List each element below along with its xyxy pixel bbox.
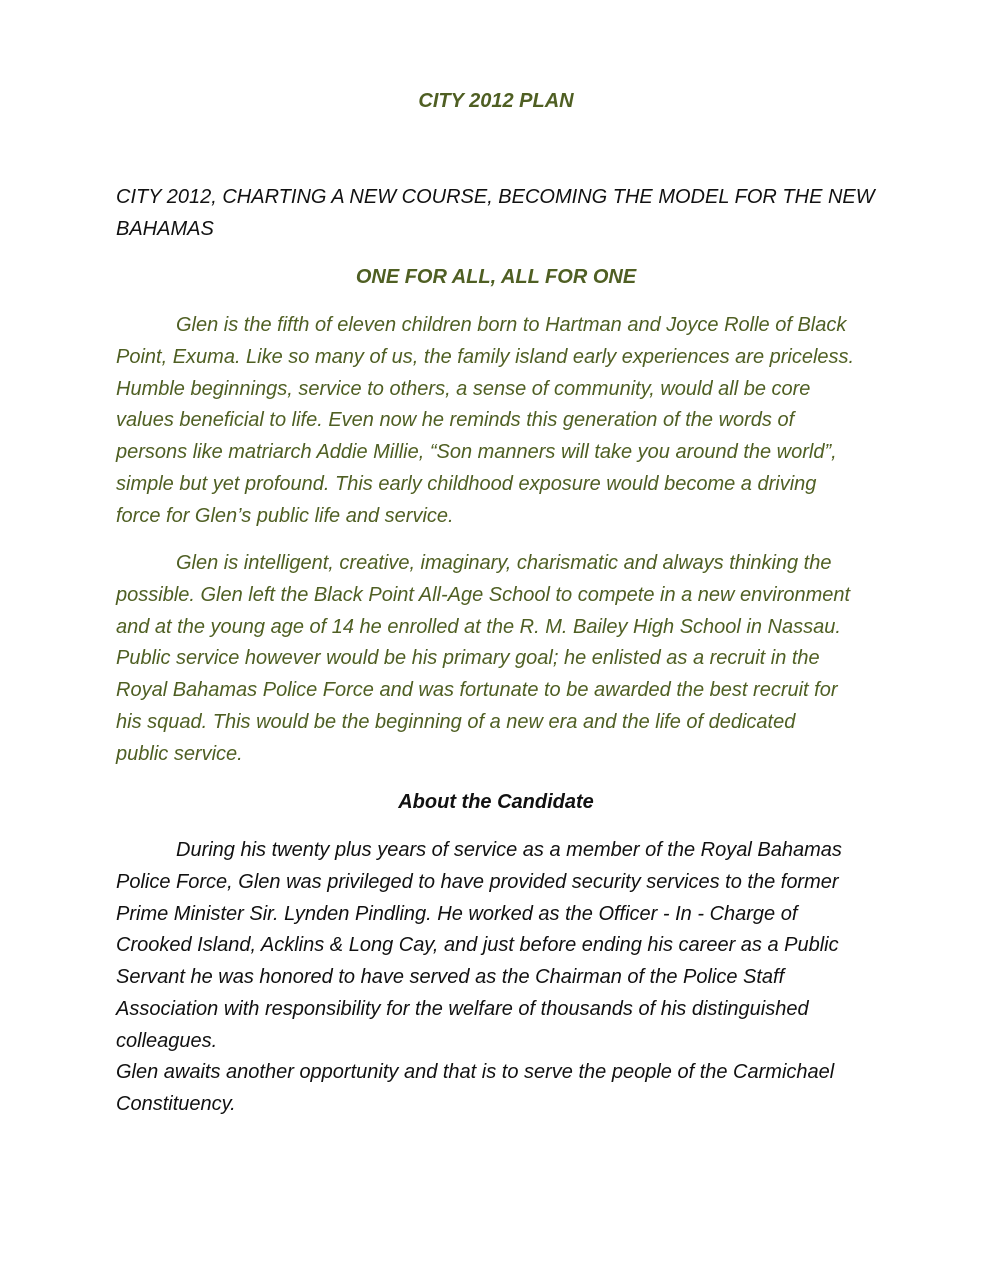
slogan-heading: ONE FOR ALL, ALL FOR ONE <box>355 266 637 288</box>
paragraph-line: public service. <box>116 742 243 765</box>
paragraph-line: Constituency. <box>116 1092 236 1115</box>
paragraph-line: Royal Bahamas Police Force and was fortunate to be awarded the best recruit for <box>116 679 838 702</box>
paragraph-line: his squad. This would be the beginning of a new era and the life of dedicated <box>116 710 796 733</box>
subtitle-line: CITY 2012, CHARTING A NEW COURSE, BECOMING THE MODEL FOR THE NEW <box>116 186 875 208</box>
paragraph-line: Humble beginnings, service to others, a sense of community, would all be core <box>116 377 811 400</box>
paragraph-line: simple but yet profound. This early childhood exposure would become a driving <box>116 472 817 495</box>
subtitle-line: BAHAMAS <box>116 217 214 240</box>
paragraph-line: During his twenty plus years of service as a member of the Royal Bahamas <box>176 839 842 861</box>
paragraph-line: Crooked Island, Acklins & Long Cay, and just before ending his career as a Public <box>116 934 839 957</box>
document-page <box>116 0 876 1280</box>
paragraph-line: Glen is the fifth of eleven children born to Hartman and Joyce Rolle of Black <box>176 314 847 336</box>
paragraph-line: persons like matriarch Addie Millie, “Son manners will take you around the world”, <box>116 441 837 464</box>
paragraph-line: Prime Minister Sir. Lynden Pindling. He worked as the Officer - In - Charge of <box>116 902 798 925</box>
paragraph-line: force for Glen’s public life and service. <box>116 504 454 527</box>
paragraph-line: Public service however would be his primary goal; he enlisted as a recruit in the <box>116 647 820 670</box>
document-title: CITY 2012 PLAN <box>418 90 574 112</box>
paragraph-line: Police Force, Glen was privileged to have provided security services to the former <box>116 870 839 893</box>
paragraph-line: Point, Exuma. Like so many of us, the family island early experiences are priceless. <box>116 345 855 368</box>
candidate-paragraph-2 <box>116 1057 876 1121</box>
paragraph-line: Glen awaits another opportunity and that is to serve the people of the Carmichael <box>116 1061 835 1083</box>
candidate-paragraph-1 <box>116 835 876 1058</box>
biography-paragraph-2 <box>116 548 876 771</box>
about-candidate-heading: About the Candidate <box>398 791 594 813</box>
document-subtitle <box>116 182 875 245</box>
paragraph-line: Servant he was honored to have served as the Chairman of the Police Staff <box>116 966 785 989</box>
paragraph-line: Glen is intelligent, creative, imaginary, charismatic and always thinking the <box>176 552 832 574</box>
biography-paragraph-1 <box>116 310 876 533</box>
paragraph-line: values beneficial to life. Even now he reminds this generation of the words of <box>116 409 795 432</box>
paragraph-line: colleagues. <box>116 1029 218 1052</box>
paragraph-line: and at the young age of 14 he enrolled at the R. M. Bailey High School in Nassau. <box>116 615 841 638</box>
paragraph-line: possible. Glen left the Black Point All-Age School to compete in a new environment <box>116 583 851 606</box>
paragraph-line: Association with responsibility for the welfare of thousands of his distinguished <box>116 997 809 1020</box>
